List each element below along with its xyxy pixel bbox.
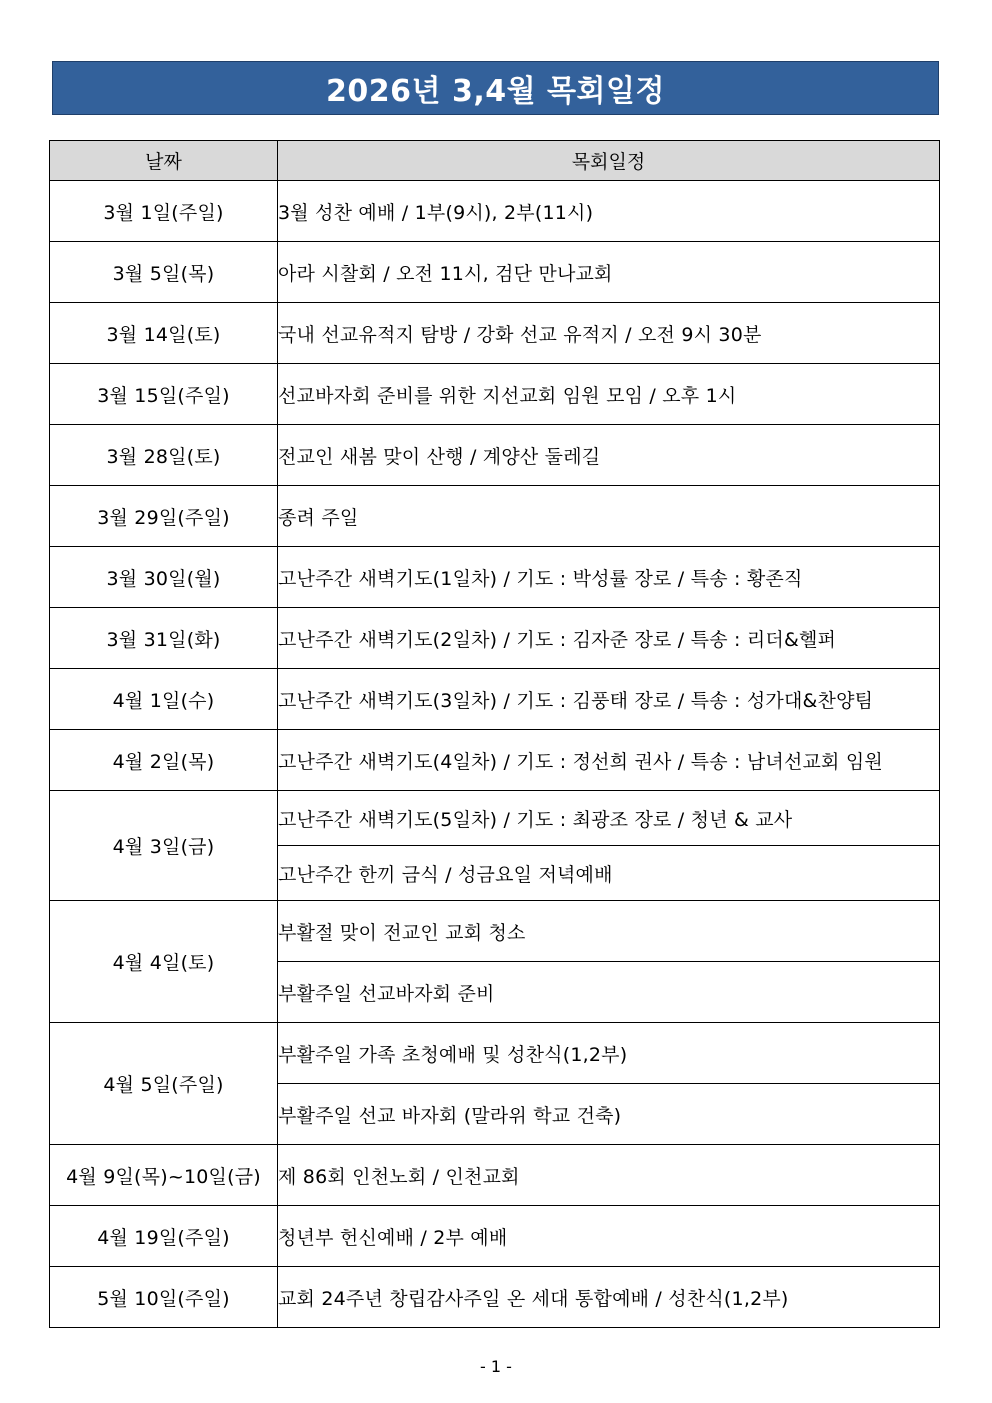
page-title: 2026년 3,4월 목회일정 bbox=[326, 74, 665, 109]
row-date: 3월 1일(주일) bbox=[50, 181, 278, 242]
row-event: 고난주간 새벽기도(3일차) / 기도 : 김풍태 장로 / 특송 : 성가대&찬양팀 bbox=[278, 669, 940, 730]
table-row bbox=[50, 791, 940, 846]
row-date: 4월 2일(목) bbox=[50, 730, 278, 791]
table-row bbox=[50, 1267, 940, 1328]
table-row bbox=[50, 669, 940, 730]
row-date: 3월 30일(월) bbox=[50, 547, 278, 608]
table-row bbox=[50, 425, 940, 486]
row-date: 4월 9일(목)~10일(금) bbox=[50, 1145, 278, 1206]
row-date: 4월 19일(주일) bbox=[50, 1206, 278, 1267]
row-date: 3월 14일(토) bbox=[50, 303, 278, 364]
header-date: 날짜 bbox=[50, 141, 278, 181]
title-bar bbox=[52, 61, 939, 115]
table-header-row bbox=[50, 141, 940, 181]
table-row bbox=[50, 1023, 940, 1084]
row-event: 부활절 맞이 전교인 교회 청소 bbox=[278, 901, 940, 962]
row-event: 고난주간 새벽기도(4일차) / 기도 : 정선희 권사 / 특송 : 남녀선교회 임원 bbox=[278, 730, 940, 791]
table-row bbox=[50, 181, 940, 242]
row-event: 부활주일 가족 초청예배 및 성찬식(1,2부) bbox=[278, 1023, 940, 1084]
row-event: 고난주간 새벽기도(5일차) / 기도 : 최광조 장로 / 청년 & 교사 bbox=[278, 791, 940, 846]
table-row bbox=[50, 486, 940, 547]
row-date: 3월 29일(주일) bbox=[50, 486, 278, 547]
row-date: 4월 3일(금) bbox=[50, 791, 278, 901]
header-event: 목회일정 bbox=[278, 141, 940, 181]
row-event: 전교인 새봄 맞이 산행 / 계양산 둘레길 bbox=[278, 425, 940, 486]
row-date: 5월 10일(주일) bbox=[50, 1267, 278, 1328]
row-event: 청년부 헌신예배 / 2부 예배 bbox=[278, 1206, 940, 1267]
row-date: 3월 31일(화) bbox=[50, 608, 278, 669]
row-event: 제 86회 인천노회 / 인천교회 bbox=[278, 1145, 940, 1206]
row-event: 교회 24주년 창립감사주일 온 세대 통합예배 / 성찬식(1,2부) bbox=[278, 1267, 940, 1328]
row-date: 3월 28일(토) bbox=[50, 425, 278, 486]
row-date: 4월 4일(토) bbox=[50, 901, 278, 1023]
row-event: 선교바자회 준비를 위한 지선교회 임원 모임 / 오후 1시 bbox=[278, 364, 940, 425]
table-row bbox=[50, 901, 940, 962]
row-date: 3월 15일(주일) bbox=[50, 364, 278, 425]
row-date: 3월 5일(목) bbox=[50, 242, 278, 303]
row-event: 고난주간 새벽기도(2일차) / 기도 : 김자준 장로 / 특송 : 리더&헬퍼 bbox=[278, 608, 940, 669]
table-row bbox=[50, 364, 940, 425]
table-row bbox=[50, 1145, 940, 1206]
row-date: 4월 1일(수) bbox=[50, 669, 278, 730]
row-date: 4월 5일(주일) bbox=[50, 1023, 278, 1145]
row-event: 고난주간 새벽기도(1일차) / 기도 : 박성률 장로 / 특송 : 황존직 bbox=[278, 547, 940, 608]
table-row bbox=[50, 730, 940, 791]
table-row bbox=[50, 242, 940, 303]
schedule-table bbox=[49, 140, 940, 1328]
row-event: 부활주일 선교 바자회 (말라위 학교 건축) bbox=[278, 1084, 940, 1145]
row-event: 3월 성찬 예배 / 1부(9시), 2부(11시) bbox=[278, 181, 940, 242]
row-event: 국내 선교유적지 탐방 / 강화 선교 유적지 / 오전 9시 30분 bbox=[278, 303, 940, 364]
row-event: 종려 주일 bbox=[278, 486, 940, 547]
table-row bbox=[50, 1206, 940, 1267]
table-row bbox=[50, 303, 940, 364]
row-event: 부활주일 선교바자회 준비 bbox=[278, 962, 940, 1023]
row-event: 고난주간 한끼 금식 / 성금요일 저녁예배 bbox=[278, 846, 940, 901]
row-event: 아라 시찰회 / 오전 11시, 검단 만나교회 bbox=[278, 242, 940, 303]
table-row bbox=[50, 608, 940, 669]
page-number: - 1 - bbox=[480, 1357, 512, 1376]
table-row bbox=[50, 547, 940, 608]
